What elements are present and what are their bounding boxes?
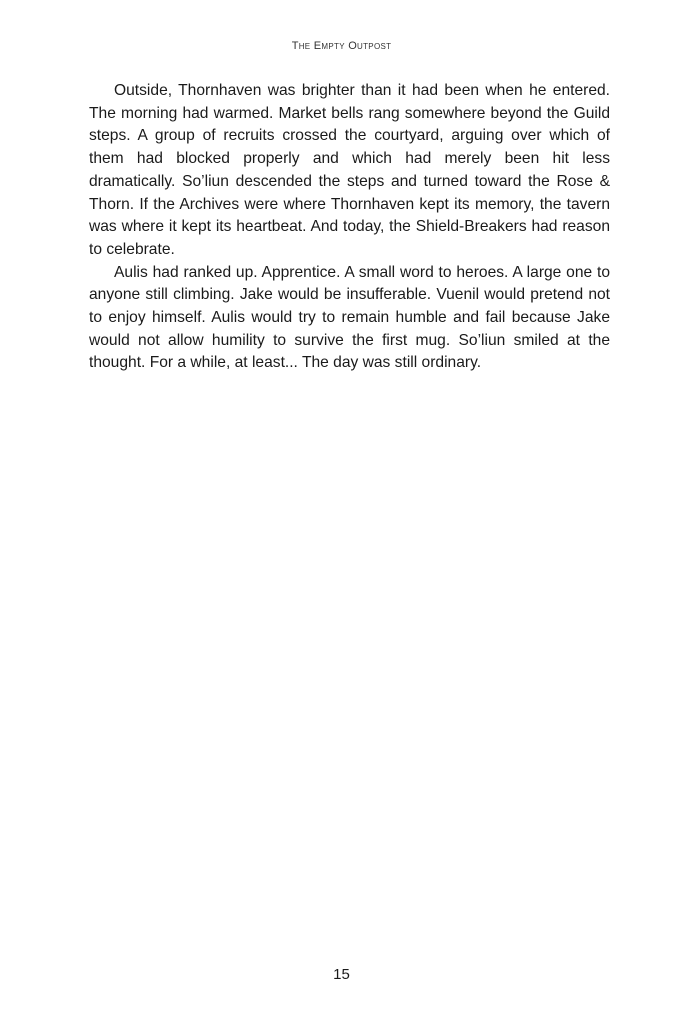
paragraph: Aulis had ranked up. Apprentice. A small word to heroes. A large one to anyone still climbing. Jake would be insufferable. Vuenil would pretend not to enjoy himself. Aulis would try to remain humble and fail because Jake would not allow humility to survive the first mug. So’liun smiled at the thought. For a while, at least... The day was still ordinary. [89,263,610,372]
page-number: 15 [333,966,350,983]
paragraph: Outside, Thornhaven was brighter than it had been when he entered. The morning had warmed. Market bells rang somewhere beyond the Guild steps. A group of recruits crossed the courtyard, arguing over which of them had blocked properly and which had merely been hit less dramatically. So’liun descended the steps and turned toward the Rose & Thorn. If the Archives were where Thornhaven kept its memory, the tavern was where it kept its heartbeat. And today, the Shield-Breakers had reason to celebrate. [89,82,610,258]
running-header-title: The Empty Outpost [291,40,392,52]
body-text [89,80,610,375]
